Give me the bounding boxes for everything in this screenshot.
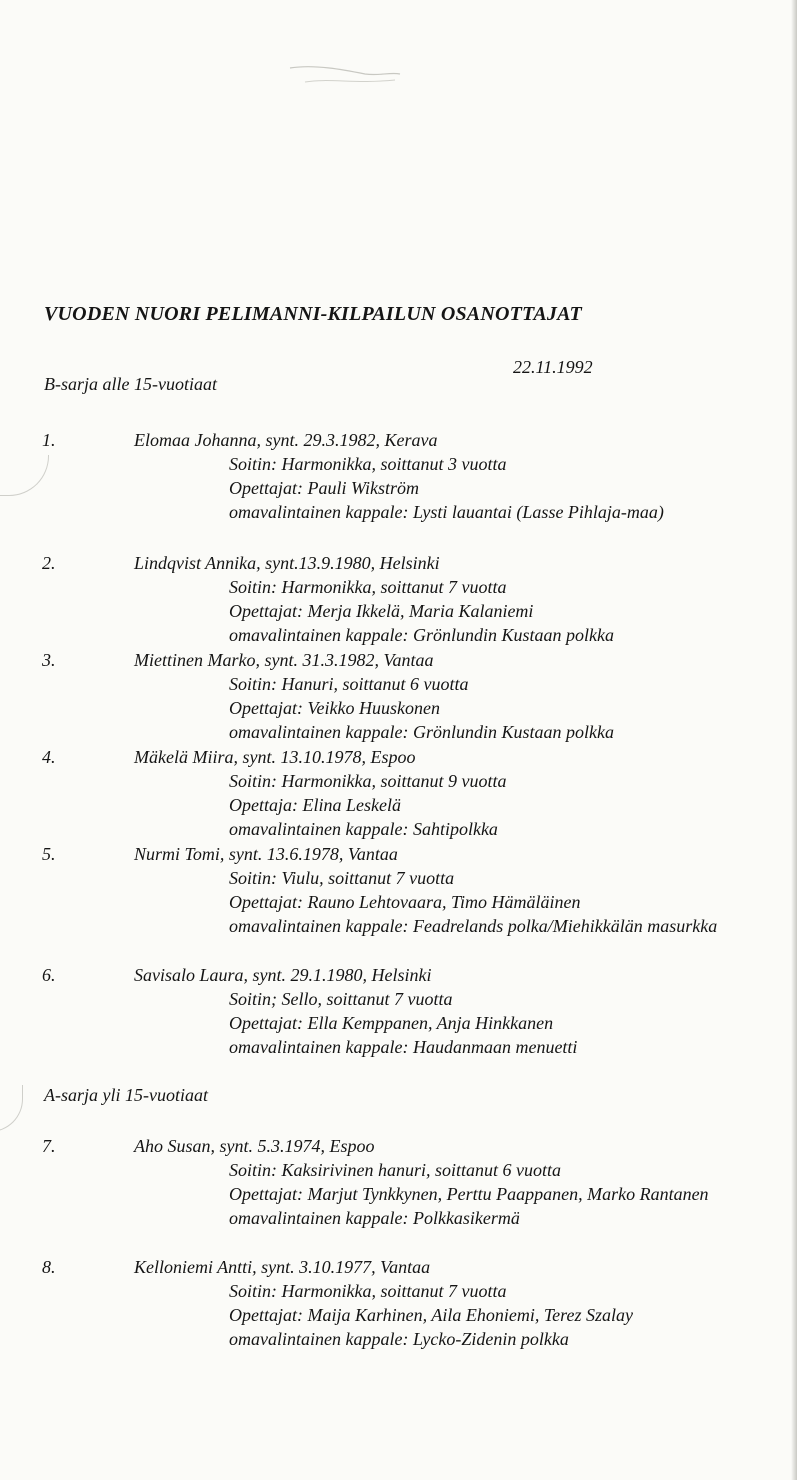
entry-name-line: Lindqvist Annika, synt.13.9.1980, Helsinki — [134, 553, 440, 573]
entry-name-line: Kelloniemi Antti, synt. 3.10.1977, Vantaa — [134, 1257, 431, 1277]
punch-hole-mark — [0, 1085, 23, 1132]
entry-instrument: Soitin: Harmonikka, soittanut 3 vuotta — [229, 454, 507, 474]
entry-number: 8. — [42, 1257, 56, 1277]
entry-name-line: Savisalo Laura, synt. 29.1.1980, Helsinki — [134, 965, 432, 985]
entry-teachers: Opettajat: Veikko Huuskonen — [229, 698, 440, 718]
entry-teachers: Opettaja: Elina Leskelä — [229, 795, 401, 815]
entry-number: 4. — [42, 747, 56, 767]
entry-instrument: Soitin: Kaksirivinen hanuri, soittanut 6 vuotta — [229, 1160, 561, 1180]
entry-name-line: Nurmi Tomi, synt. 13.6.1978, Vantaa — [134, 844, 398, 864]
entry-number: 6. — [42, 965, 56, 985]
entry-instrument: Soitin: Harmonikka, soittanut 7 vuotta — [229, 577, 507, 597]
entry-number: 5. — [42, 844, 56, 864]
entry-name-line: Mäkelä Miira, synt. 13.10.1978, Espoo — [134, 747, 416, 767]
entry-teachers: Opettajat: Pauli Wikström — [229, 478, 419, 498]
entry-teachers: Opettajat: Rauno Lehtovaara, Timo Hämäläinen — [229, 892, 581, 912]
entry-number: 1. — [42, 430, 56, 450]
entry-piece: omavalintainen kappale: Sahtipolkka — [229, 819, 498, 839]
entry-piece: omavalintainen kappale: Polkkasikermä — [229, 1208, 520, 1228]
entry-piece: omavalintainen kappale: Grönlundin Kustaan polkka — [229, 722, 614, 742]
entry-teachers: Opettajat: Marjut Tynkkynen, Perttu Paappanen, Marko Rantanen — [229, 1184, 709, 1204]
faint-scribble-mark — [285, 60, 405, 100]
entry-piece: omavalintainen kappale: Lycko-Zidenin polkka — [229, 1329, 569, 1349]
entry-number: 7. — [42, 1136, 56, 1156]
entry-piece: omavalintainen kappale: Grönlundin Kustaan polkka — [229, 625, 614, 645]
entry-number: 3. — [42, 650, 56, 670]
entry-number: 2. — [42, 553, 56, 573]
document-title: VUODEN NUORI PELIMANNI-KILPAILUN OSANOTTAJAT — [44, 303, 582, 325]
entry-name-line: Elomaa Johanna, synt. 29.3.1982, Kerava — [134, 430, 438, 450]
entry-instrument: Soitin: Harmonikka, soittanut 7 vuotta — [229, 1281, 507, 1301]
series-b-heading: B-sarja alle 15-vuotiaat — [44, 374, 217, 394]
paper-edge — [791, 0, 797, 1480]
entry-piece: omavalintainen kappale: Haudanmaan menuetti — [229, 1037, 578, 1057]
entry-piece: omavalintainen kappale: Feadrelands polka/Miehikkälän masurkka — [229, 916, 718, 936]
entry-instrument: Soitin; Sello, soittanut 7 vuotta — [229, 989, 453, 1009]
entry-instrument: Soitin: Hanuri, soittanut 6 vuotta — [229, 674, 469, 694]
entry-teachers: Opettajat: Merja Ikkelä, Maria Kalaniemi — [229, 601, 534, 621]
series-a-heading: A-sarja yli 15-vuotiaat — [44, 1085, 208, 1105]
entry-name-line: Aho Susan, synt. 5.3.1974, Espoo — [134, 1136, 375, 1156]
document-date: 22.11.1992 — [513, 357, 593, 377]
entry-name-line: Miettinen Marko, synt. 31.3.1982, Vantaa — [134, 650, 434, 670]
entry-instrument: Soitin: Viulu, soittanut 7 vuotta — [229, 868, 455, 888]
entry-teachers: Opettajat: Maija Karhinen, Aila Ehoniemi, Terez Szalay — [229, 1305, 633, 1325]
punch-hole-mark — [0, 455, 49, 496]
entry-instrument: Soitin: Harmonikka, soittanut 9 vuotta — [229, 771, 507, 791]
entry-teachers: Opettajat: Ella Kemppanen, Anja Hinkkanen — [229, 1013, 554, 1033]
entry-piece: omavalintainen kappale: Lysti lauantai (Lasse Pihlaja-maa) — [229, 502, 664, 522]
